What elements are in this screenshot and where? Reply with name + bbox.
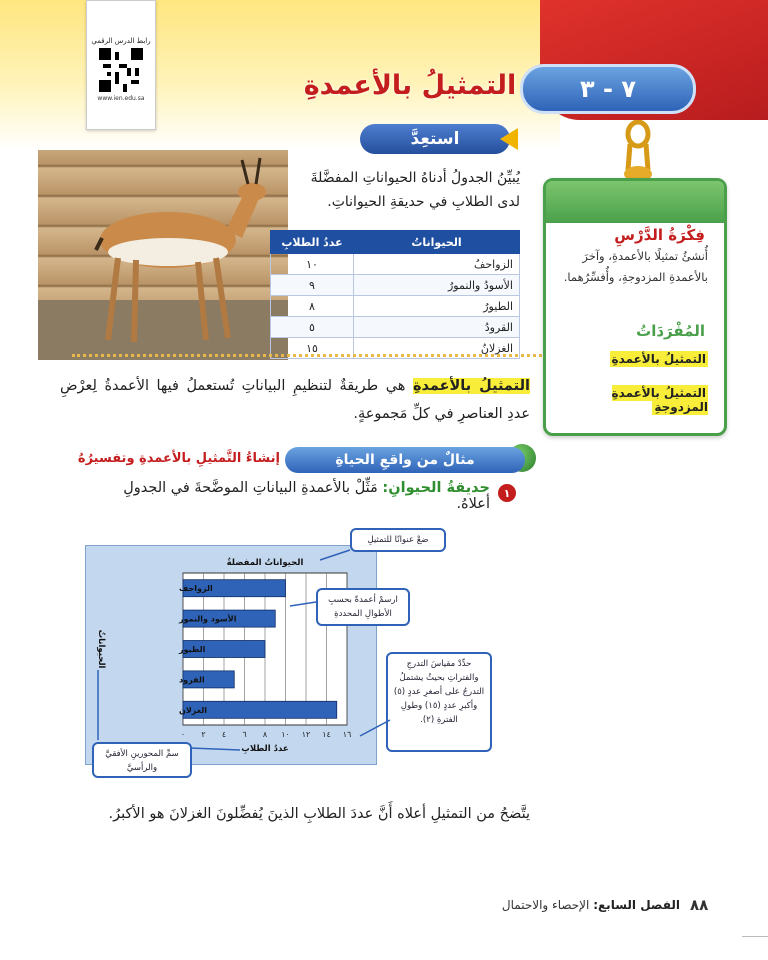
chapter-footer: [470, 898, 680, 912]
table-row: [271, 254, 520, 275]
prep-label: استعِدَّ: [410, 129, 460, 149]
page-number: ٨٨: [690, 896, 709, 914]
example-text: [90, 480, 490, 512]
x-axis-label: عددُ الطلابِ: [241, 744, 289, 754]
page-title: التمثيلُ بالأعمدةِ: [303, 70, 517, 101]
table-cell: الزواحفُ: [354, 254, 520, 275]
lesson-number-badge: [520, 64, 696, 114]
chapter-name: الإحصاء والاحتمال: [501, 898, 590, 912]
category-label: القرود: [179, 675, 205, 685]
table-header-count: عددُ الطلابِ: [271, 231, 354, 254]
x-tick-label: ٤: [221, 730, 227, 739]
vocabulary-term: التمثيلُ بالأعمدةِ: [611, 352, 706, 366]
category-label: الأسود والنمور: [179, 614, 237, 624]
callout-scale: حدِّدْ مقياسَ التدرجِ والفتراتِ بحيثُ يشتملُ التدرجُ على أصغرِ عددٍ (٥) وأكبرِ عددٍ (١٥) وطولِ الفترةِ (٢).: [386, 652, 492, 752]
definition-text: [60, 372, 530, 428]
bar-chart: [85, 545, 375, 763]
example-subtitle: إنشاءُ التَّمثيلِ بالأعمدةِ وتفسيرُهُ: [77, 451, 280, 466]
category-label: الغزلان: [179, 705, 208, 715]
conclusion-text: يتَّضحُ من التمثيلِ أعلاه أَنَّ عددَ الطلابِ الذينَ يُفضِّلونَ الغزلانَ هو الأكبرُ.: [108, 806, 530, 822]
example-banner-label: مثالٌ من واقعِ الحياةِ: [335, 452, 475, 468]
chapter-label: الفصل السابع:: [593, 898, 680, 912]
callout-axes: سمِّ المحورينِ الأفقيَّ والرأسيَّ: [92, 742, 192, 778]
table-cell: القرودُ: [354, 317, 520, 338]
divider: [72, 354, 542, 357]
qr-url: www.ien.edu.sa: [97, 95, 145, 102]
x-tick-label: ١٦: [342, 730, 352, 739]
table-cell: ٨: [271, 296, 354, 317]
category-label: الطيور: [179, 645, 206, 654]
x-tick-label: ١٤: [322, 730, 331, 739]
example-banner: [285, 447, 525, 473]
table-cell: ١٠: [271, 254, 354, 275]
hanger-ring-icon: [618, 120, 658, 186]
table-header-animals: الحيواناتُ: [354, 231, 520, 254]
qr-code-icon: [99, 48, 143, 92]
intro-text: يُبيِّنُ الجدولُ أدناهُ الحيواناتِ المفضَّلةَ لدى الطلابِ في حديقةِ الحيواناتِ.: [310, 170, 520, 210]
vocabulary-item: [553, 386, 708, 414]
x-tick-label: ٨: [262, 730, 268, 739]
table-row: [271, 317, 520, 338]
lesson-idea-title: فِكْرَةُ الدَّرْسِ: [614, 226, 705, 244]
x-tick-label: ٢: [201, 730, 206, 739]
vocabulary-title: المُفْرَدَاتُ: [636, 322, 705, 340]
definition-term: التمثيلُ بالأعمدةِ: [412, 378, 530, 394]
vocabulary-item: [553, 352, 708, 366]
qr-code-card[interactable]: [86, 0, 156, 130]
x-tick-label: ١٠: [281, 730, 290, 739]
example-body: مَثِّلْ بالأعمدةِ البياناتِ الموضَّحةَ في الجدولِ أعلاهُ.: [123, 480, 490, 512]
y-axis-label: الحيواناتُ: [96, 629, 106, 669]
category-label: الزواحف: [179, 584, 213, 594]
example-lead: حديقةُ الحيوانِ:: [382, 480, 490, 496]
table-cell: ١٥: [271, 338, 354, 359]
chart-title: الحيواناتُ المفضلةُ: [226, 558, 304, 568]
x-tick-label: ١٢: [301, 730, 311, 739]
prep-badge: [360, 124, 510, 154]
table-row: [271, 296, 520, 317]
table-cell: ٩: [271, 275, 354, 296]
lesson-number: ٧ - ٣: [580, 75, 636, 103]
definition-body: هي طريقةٌ لتنظيمِ البياناتِ تُستعملُ فيها الأعمدةُ لِعرْضِ عددِ العناصرِ في كلِّ مَجموعةٍ.: [60, 378, 530, 422]
gazelle-icon: [38, 150, 288, 360]
x-tick-label: ٦: [242, 730, 247, 739]
table-row: [271, 275, 520, 296]
lesson-idea-card-header: [546, 181, 724, 223]
table-cell: الطيورُ: [354, 296, 520, 317]
callout-bars: ارسمْ أعمدةً بحسبِ الأطوالِ المحددةِ: [316, 588, 410, 626]
arrow-icon: [500, 128, 518, 150]
example-number: ١: [498, 484, 516, 502]
x-tick-label: ٠: [180, 730, 186, 739]
footer-divider: [742, 936, 768, 937]
qr-title: رابط الدرس الرقمي: [91, 37, 151, 45]
vocabulary-term: التمثيلُ بالأعمدةِ المزدوجةِ: [611, 386, 708, 414]
table-cell: الغزلانُ: [354, 338, 520, 359]
table-cell: الأسودُ والنمورُ: [354, 275, 520, 296]
table-cell: ٥: [271, 317, 354, 338]
lesson-idea-text: أُنشئُ تمثيلًا بالأعمدةِ، وآخرَ بالأعمدةِ المزدوجةِ، وأُفسِّرُهما.: [563, 249, 708, 284]
animals-table: [270, 230, 520, 359]
callout-title: ضعْ عنوانًا للتمثيلِ: [350, 528, 446, 552]
gazelle-photo: [38, 150, 288, 360]
